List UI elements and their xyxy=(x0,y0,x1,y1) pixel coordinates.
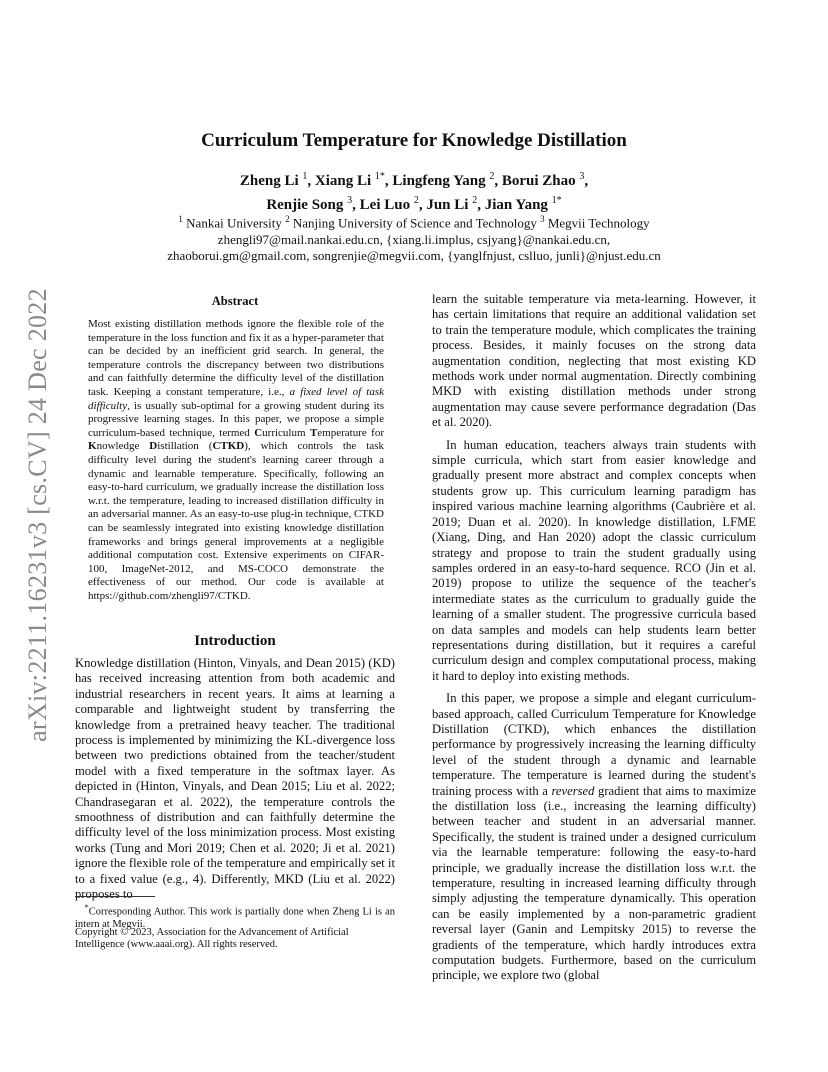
author-name: Lei Luo xyxy=(359,197,411,213)
affiliations xyxy=(0,211,828,265)
affil-mark: 1 xyxy=(178,214,183,224)
author-affil-mark: 1 xyxy=(302,171,308,182)
footnote-mark: * xyxy=(84,902,89,912)
author-affil-mark: 1* xyxy=(374,171,385,182)
arxiv-identifier: arXiv:2211.16231v3 [cs.CV] 24 Dec 2022 xyxy=(23,288,52,742)
author-name: Xiang Li xyxy=(314,173,372,189)
author-affil-mark: 2 xyxy=(413,195,419,206)
author-affil-mark: 3 xyxy=(579,171,585,182)
abstract-heading: Abstract xyxy=(211,294,259,308)
paragraph: In human education, teachers always train students with simple curricula, which start from easier knowledge and gradually present more abstract and complex concepts when students grow up. This curriculum learning paradigm has inspired various machine learning algorithms (Caubrière et al. 2019; Duan et al. 2020). In knowledge distillation, LFME (Xiang, Ding, and Han 2020) adopt the classic curriculum strategy and propose to train the student gradually using samples ordered in an easy-to-hard sequence. RCO (Jin et al. 2019) propose to utilize the sequence of the teacher's intermediate states as the curriculum to gradually guide the learning of a smaller student. The progressive curricula based on data samples and models can help students learn better representations during distillation, but it requires a careful curriculum design and complex computational process, making it hard to deploy into existing methods. xyxy=(432,437,756,683)
email-line-2: zhaoborui.gm@gmail.com, songrenjie@megvii.com, {yanglfnjust, cslluo, junli}@njust.edu.cn xyxy=(167,248,661,264)
author-separator: , xyxy=(307,173,315,189)
author-separator: , xyxy=(352,197,360,213)
affiliation-line xyxy=(0,211,828,232)
author-separator: , xyxy=(584,173,589,189)
author-name: Borui Zhao xyxy=(501,173,576,189)
paper-title: Curriculum Temperature for Knowledge Distillation xyxy=(201,130,627,151)
author-affil-mark: 3 xyxy=(347,195,353,206)
affil-mark: 2 xyxy=(285,214,290,224)
author-name: Renjie Song xyxy=(266,197,344,213)
email-line-1: zhengli97@mail.nankai.edu.cn, {xiang.li.implus, csjyang}@nankai.edu.cn, xyxy=(217,231,611,247)
right-column xyxy=(432,292,756,984)
footnote-text: Corresponding Author. This work is partially done when Zheng Li is an intern at Megvii. xyxy=(75,906,395,930)
author-list xyxy=(0,167,828,215)
arxiv-side-stamp xyxy=(8,255,68,775)
paragraph: Knowledge distillation (Hinton, Vinyals, and Dean 2015) (KD) has received increasing attention from both academic and industrial researchers in recent years. It aims at learning a comparable and lightweight student by transferring the knowledge from a pretrained heavy teacher. The traditional process is implemented by minimizing the KL-divergence loss between two predictions obtained from the teacher/student model with a fixed temperature in the softmax layer. As depicted in (Hinton, Vinyals, and Dean 2015; Liu et al. 2022; Chandrasegaran et al. 2022), the temperature controls the smoothness of distribution and can faithfully determine the difficulty level of the loss minimization process. Most existing works (Tung and Mori 2019; Chen et al. 2020; Ji et al. 2021) ignore the flexible role of the temperature and empirically set it to a fixed value (e.g., 4). Differently, MKD (Liu et al. 2022) proposes to xyxy=(75,656,395,902)
affiliation-njust: Nanjing University of Science and Technology xyxy=(289,215,541,231)
author-affil-mark: 1* xyxy=(551,195,562,206)
author-name: Zheng Li xyxy=(239,173,299,189)
copyright-notice: Copyright © 2023, Association for the Advancement of Artificial Intelligence (www.aaai.org). All rights reserved. xyxy=(75,927,349,951)
introduction-paragraph xyxy=(75,656,395,903)
paragraph: In this paper, we propose a simple and elegant curriculum-based approach, called Curriculum Temperature for Knowledge Distillation (CTKD), which enhances the distillation performance by progressively increasing the learning difficulty level of the student through a dynamic and learnable temperature. The temperature is learned during the student's training process with a reversed gradient that aims to maximize the distillation loss (i.e., increasing the learning difficulty) between teacher and student in an adversarial manner. Specifically, the student is trained under a designed curriculum via the learnable temperature: following the easy-to-hard principle, we gradually increase the distillation loss w.r.t. the temperature, resulting in increased learning difficulty through simply adjusting the temperature dynamically. This operation can be easily implemented by a non-parametric gradient reversal layer (Ganin and Lempitsky 2015) to reverse the gradients of the temperature, which hardly introduces extra computation budgets. Furthermore, based on the curriculum principle, we explore two (global xyxy=(432,691,756,983)
author-name: Lingfeng Yang xyxy=(392,173,486,189)
abstract-body: Most existing distillation methods ignore the flexible role of the temperature in the loss function and fix it as a hyper-parameter that can be decided by an inefficient grid search. In general, the temperature controls the discrepancy between two distributions and can faithfully determine the difficulty level of the distillation task. Keeping a constant temperature, i.e., a fixed level of task difficulty, is usually sub-optimal for a growing student during its progressive learning stages. In this paper, we propose a simple curriculum-based technique, termed Curriculum Temperature for Knowledge Distillation (CTKD), which controls the task difficulty level during the student's learning career through a dynamic and learnable temperature. Specifically, following an easy-to-hard curriculum, we gradually increase the distillation loss w.r.t. the temperature, leading to increased distillation difficulty in an adversarial manner. As an easy-to-use plug-in technique, CTKD can be seamlessly integrated into existing knowledge distillation frameworks and brings general improvements at a negligible additional computation cost. Extensive experiments on CIFAR-100, ImageNet-2012, and MS-COCO demonstrate the effectiveness of our method. Our code is available at https://github.com/zhengli97/CTKD. xyxy=(88,318,384,602)
footnote-rule xyxy=(75,896,155,897)
author-name: Jun Li xyxy=(426,197,469,213)
author-separator: , xyxy=(418,197,427,213)
affiliation-nankai: Nankai University xyxy=(182,215,286,231)
author-separator: , xyxy=(494,173,502,189)
author-affil-mark: 2 xyxy=(472,195,478,206)
author-affil-mark: 2 xyxy=(489,171,495,182)
affiliation-megvii: Megvii Technology xyxy=(544,215,650,231)
author-separator: , xyxy=(477,197,485,213)
introduction-heading: Introduction xyxy=(194,633,276,649)
author-name: Jian Yang xyxy=(484,197,548,213)
author-separator: , xyxy=(384,173,393,189)
author-line-1 xyxy=(0,167,828,191)
paragraph: learn the suitable temperature via meta-learning. However, it has certain limitations that require an additional validation set to train the temperature module, which complicates the training process. Besides, it mainly focuses on the strong data augmentation condition, neglecting that most existing KD methods work under normal augmentation. Directly combining MKD with existing distillation methods under strong augmentation may cause severe performance degradation (Das et al. 2020). xyxy=(432,292,756,430)
affil-mark: 3 xyxy=(540,214,545,224)
